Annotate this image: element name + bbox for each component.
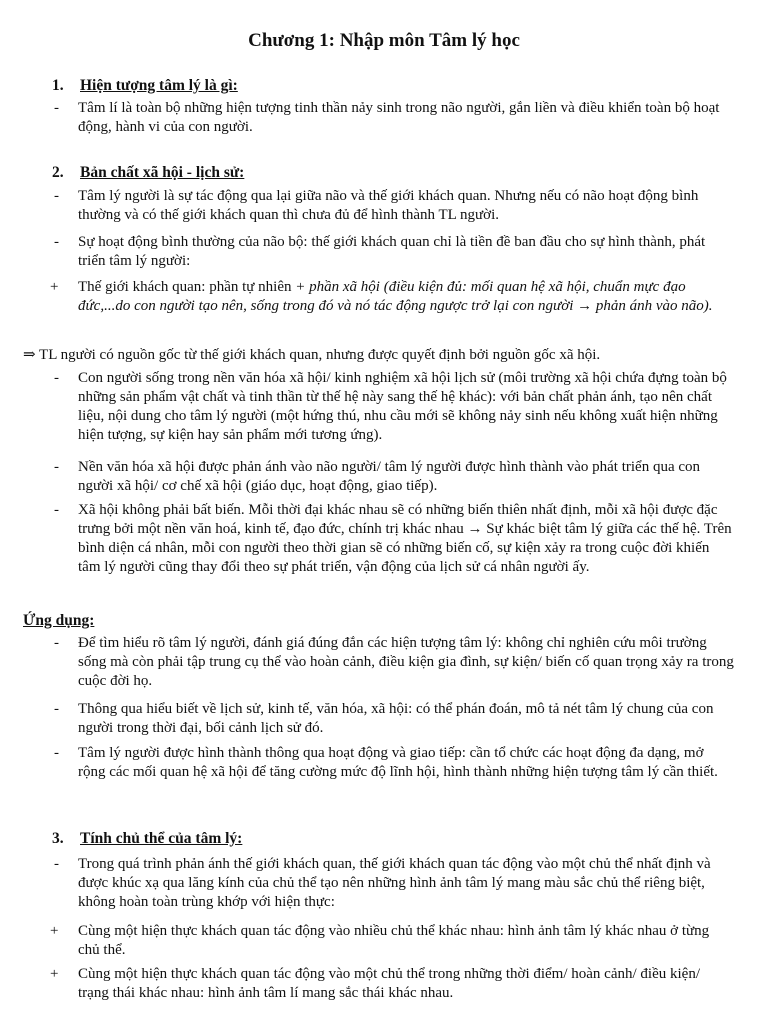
application-heading: Ứng dụng:: [23, 612, 95, 629]
bullet-text: Tâm lý người là sự tác động qua lại giữa não và thế giới khách quan. Nhưng nếu có não hoạt động bình thường và có thế giới khách quan thì chưa đủ để hình thành TL người.: [78, 188, 699, 223]
dash-marker: -: [54, 100, 59, 116]
bullet-item: [54, 187, 734, 225]
plus-item: [50, 278, 734, 316]
dash-marker: -: [54, 856, 59, 872]
dash-marker: -: [54, 234, 59, 250]
bullet-item: [54, 458, 734, 496]
bullet-item: [54, 700, 734, 738]
bullet-item: [54, 634, 734, 691]
plus-text-normal: Thế giới khách quan: phần tự nhiên: [78, 279, 296, 295]
section-number: 2.: [52, 164, 64, 181]
bullet-text: Con người sống trong nền văn hóa xã hội/ kinh nghiệm xã hội lịch sử (môi trường xã hội chứa đựng toàn bộ những sản phẩm vật chất và tinh thần từ thế hệ này sang thế hệ khác): với bản chất phản ánh, tạo nên chất liệu, nội dung cho tâm lý người (một hứng thú, nhu cầu mới sẽ không nảy sinh nếu không xuất hiện những hiện tượng, sự kiện hay sản phẩm mới tương ứng).: [78, 370, 727, 443]
bullet-text: Để tìm hiểu rõ tâm lý người, đánh giá đúng đắn các hiện tượng tâm lý: không chỉ nghiên cứu môi trường sống mà còn phải tập trung cụ thể vào hoàn cảnh, điều kiện gia đình, sự kiện/ biến cố quan trọng xảy ra trong cuộc đời họ.: [78, 635, 734, 689]
dash-marker: -: [54, 459, 59, 475]
conclusion-line: ⇒ TL người có nguồn gốc từ thế giới khách quan, nhưng được quyết định bởi nguồn gốc xã hội.: [23, 347, 601, 363]
plus-text: Cùng một hiện thực khách quan tác động vào nhiều chủ thể khác nhau: hình ảnh tâm lý khác nhau ở từng chủ thể.: [78, 923, 710, 958]
plus-marker: +: [50, 279, 59, 295]
dash-marker: -: [54, 635, 59, 651]
bullet-text: Sự hoạt động bình thường của não bộ: thế giới khách quan chỉ là tiền đề ban đầu cho sự hình thành, phát triển tâm lý người:: [78, 234, 706, 269]
plus-marker: +: [50, 923, 59, 939]
bullet-item: [54, 99, 734, 137]
section-title: Tính chủ thể của tâm lý:: [80, 830, 243, 847]
plus-text: Cùng một hiện thực khách quan tác động vào một chủ thể trong những thời điểm/ hoàn cảnh/ điều kiện/ trạng thái khác nhau: hình ảnh tâm lí mang sắc thái khác nhau.: [78, 966, 700, 1001]
bullet-item: [54, 233, 734, 271]
bullet-text: Nền văn hóa xã hội được phản ánh vào não người/ tâm lý người được hình thành vào phát triển qua con người xã hội/ cơ chế xã hội (giáo dục, hoạt động, giao tiếp).: [78, 459, 701, 494]
plus-item: [50, 965, 734, 1003]
dash-marker: -: [54, 502, 59, 518]
bullet-item: [54, 855, 734, 912]
dash-marker: -: [54, 188, 59, 204]
bullet-text: Thông qua hiểu biết về lịch sử, kinh tế, văn hóa, xã hội: có thể phán đoán, mô tả nét tâm lý chung của con người trong thời đại, bối cảnh lịch sử đó.: [78, 701, 714, 736]
plus-marker: +: [50, 966, 59, 982]
bullet-text: Tâm lí là toàn bộ những hiện tượng tinh thần nảy sinh trong não người, gắn liền và điều khiển toàn bộ hoạt động, hành vi của con người.: [78, 100, 720, 135]
plus-text: [50, 278, 734, 316]
dash-marker: -: [54, 370, 59, 386]
plus-text-italic: + phần xã hội (điều kiện đủ: mối quan hệ xã hội, chuẩn mực đạo đức,...do con người tạo nên, sống trong đó và nó tác động ngược trở lại con người → phản ánh vào não).: [78, 279, 713, 314]
section-3-heading: [52, 830, 242, 848]
section-2-heading: [52, 164, 244, 182]
section-title: Bản chất xã hội - lịch sử:: [80, 164, 245, 181]
dash-marker: -: [54, 701, 59, 717]
dash-marker: -: [54, 745, 59, 761]
plus-item: [50, 922, 734, 960]
bullet-item: [54, 501, 734, 577]
section-1-heading: [52, 77, 238, 95]
page-title: Chương 1: Nhập môn Tâm lý học: [248, 30, 520, 51]
bullet-item: [54, 369, 734, 445]
section-number: 3.: [52, 830, 64, 847]
bullet-text: Xã hội không phải bất biến. Mỗi thời đại khác nhau sẽ có những biến thiên nhất định, mỗi xã hội được đặc trưng bởi một nền văn hoá, kinh tế, đạo đức, chính trị khác nhau → Sự khác biệt tâm lý giữa các thế hệ. Trên bình diện cá nhân, mỗi con người theo thời gian sẽ có những biến cố, sự kiện xảy ra trong cuộc đời khiến tâm lý người cũng thay đổi theo sự phát triển, vận động của lịch sử cá nhân người ấy.: [78, 502, 732, 575]
bullet-text: Trong quá trình phản ánh thế giới khách quan, thế giới khách quan tác động vào một chủ thể nhất định và được khúc xạ qua lăng kính của chủ thể tạo nên những hình ảnh tâm lý mang màu sắc chủ thể riêng biệt, không hoàn toàn trùng khớp với hiện thực:: [78, 856, 711, 910]
bullet-text: Tâm lý người được hình thành thông qua hoạt động và giao tiếp: cần tổ chức các hoạt động đa dạng, mở rộng các mối quan hệ xã hội để tăng cường mức độ lĩnh hội, hình thành những hiện tượng tâm lý cần thiết.: [78, 745, 718, 780]
section-title: Hiện tượng tâm lý là gì:: [80, 77, 238, 94]
bullet-item: [54, 744, 734, 782]
section-number: 1.: [52, 77, 64, 94]
